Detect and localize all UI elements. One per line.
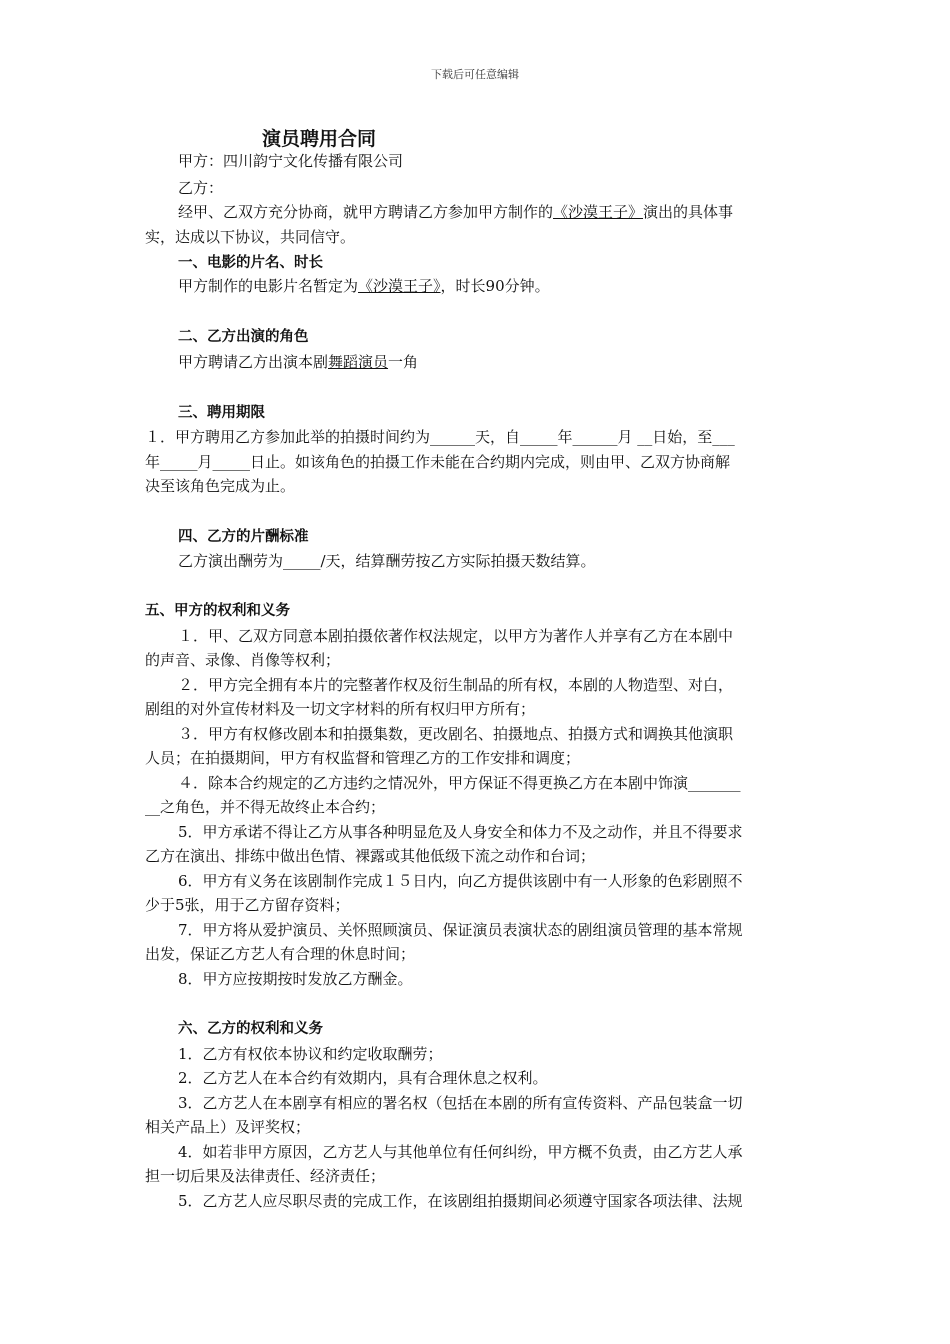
s5-line: 5．甲方承诺不得让乙方从事各种明显危及人身安全和体力不及之动作，并且不得要求 <box>178 823 743 841</box>
section-1-text <box>178 274 810 298</box>
intro-text-a: 经甲、乙双方充分协商，就甲方聘请乙方参加甲方制作的 <box>178 203 554 221</box>
page-header: 下载后可任意编辑 <box>431 68 519 81</box>
s6-line: 2．乙方艺人在本合约有效期内，具有合理休息之权利。 <box>178 1069 548 1087</box>
s5-line: ３．甲方有权修改剧本和拍摄集数，更改剧名、拍摄地点、拍摄方式和调换其他演职 <box>178 725 734 743</box>
intro-line-1 <box>178 200 810 224</box>
section-3-line-2: 年_____月_____日止。如该角色的拍摄工作未能在合约期内完成，则由甲、乙双方协商解 <box>145 453 731 471</box>
s1-film-title: 《沙漠王子》 <box>358 277 441 295</box>
section-6-heading: 六、乙方的权利和义务 <box>178 1021 323 1037</box>
s5-line: 6．甲方有义务在该剧制作完成１５日内，向乙方提供该剧中有一人形象的色彩剧照不 <box>178 872 743 890</box>
s5-line: 人员；在拍摄期间，甲方有权监督和管理乙方的工作安排和调度； <box>145 749 581 767</box>
s6-line: 1．乙方有权依本协议和约定收取酬劳； <box>178 1045 443 1063</box>
section-2-heading: 二、乙方出演的角色 <box>178 329 309 345</box>
s5-line: 乙方在演出、排练中做出色情、裸露或其他低级下流之动作和台词； <box>145 847 596 865</box>
intro-text-b: 演出的具体事 <box>643 203 734 221</box>
s6-line: 相关产品上）及评奖权； <box>145 1118 311 1136</box>
section-3-heading: 三、聘用期限 <box>178 405 265 421</box>
s2-role: 舞蹈演员 <box>328 353 389 371</box>
s5-line: 8．甲方应按期按时发放乙方酬金。 <box>178 970 413 988</box>
s2-text-a: 甲方聘请乙方出演本剧 <box>178 353 329 371</box>
s6-line: 5．乙方艺人应尽职尽责的完成工作，在该剧组拍摄期间必须遵守国家各项法律、法规 <box>178 1192 743 1210</box>
document-title: 演员聘用合同 <box>262 128 377 150</box>
party-a: 甲方：四川韵宁文化传播有限公司 <box>178 152 404 170</box>
s6-line: 4．如若非甲方原因，乙方艺人与其他单位有任何纠纷，甲方概不负责，由乙方艺人承 <box>178 1143 743 1161</box>
s5-line: 出发，保证乙方艺人有合理的休息时间； <box>145 945 416 963</box>
section-4-heading: 四、乙方的片酬标准 <box>178 529 309 545</box>
film-title: 《沙漠王子》 <box>553 203 644 221</box>
s1-text-b: ，时长90分钟。 <box>440 277 550 295</box>
s5-line: ２．甲方完全拥有本片的完整著作权及衍生制品的所有权，本剧的人物造型、对白， <box>178 676 734 694</box>
party-b: 乙方： <box>178 179 224 197</box>
s5-line: ４．除本合约规定的乙方违约之情况外，甲方保证不得更换乙方在本剧中饰演_______ <box>178 774 741 792</box>
s5-line: 剧组的对外宣传材料及一切文字材料的所有权归甲方所有； <box>145 700 536 718</box>
intro-line-2: 实，达成以下协议，共同信守。 <box>145 228 356 246</box>
s6-line: 担一切后果及法律责任、经济责任； <box>145 1167 386 1185</box>
section-5-heading: 五、甲方的权利和义务 <box>145 603 290 619</box>
s6-line: 3．乙方艺人在本剧享有相应的署名权（包括在本剧的所有宣传资料、产品包装盒一切 <box>178 1094 743 1112</box>
s5-line: __之角色，并不得无故终止本合约； <box>145 798 386 816</box>
s2-text-b: 一角 <box>388 353 419 371</box>
s5-line: 少于5张，用于乙方留存资料； <box>145 896 350 914</box>
section-1-heading: 一、电影的片名、时长 <box>178 255 323 271</box>
section-3-line-1: １．甲方聘用乙方参加此举的拍摄时间约为______天，自_____年______月 __日始，至___ <box>145 428 735 446</box>
s5-line: １．甲、乙双方同意本剧拍摄依著作权法规定，以甲方为著作人并享有乙方在本剧中 <box>178 627 734 645</box>
section-4-text: 乙方演出酬劳为_____/天，结算酬劳按乙方实际拍摄天数结算。 <box>178 552 596 570</box>
section-3-line-3: 决至该角色完成为止。 <box>145 477 296 495</box>
s5-line: 的声音、录像、肖像等权利； <box>145 651 341 669</box>
s1-text-a: 甲方制作的电影片名暂定为 <box>178 277 359 295</box>
section-2-text <box>178 350 810 374</box>
s5-line: 7．甲方将从爱护演员、关怀照顾演员、保证演员表演状态的剧组演员管理的基本常规 <box>178 921 743 939</box>
